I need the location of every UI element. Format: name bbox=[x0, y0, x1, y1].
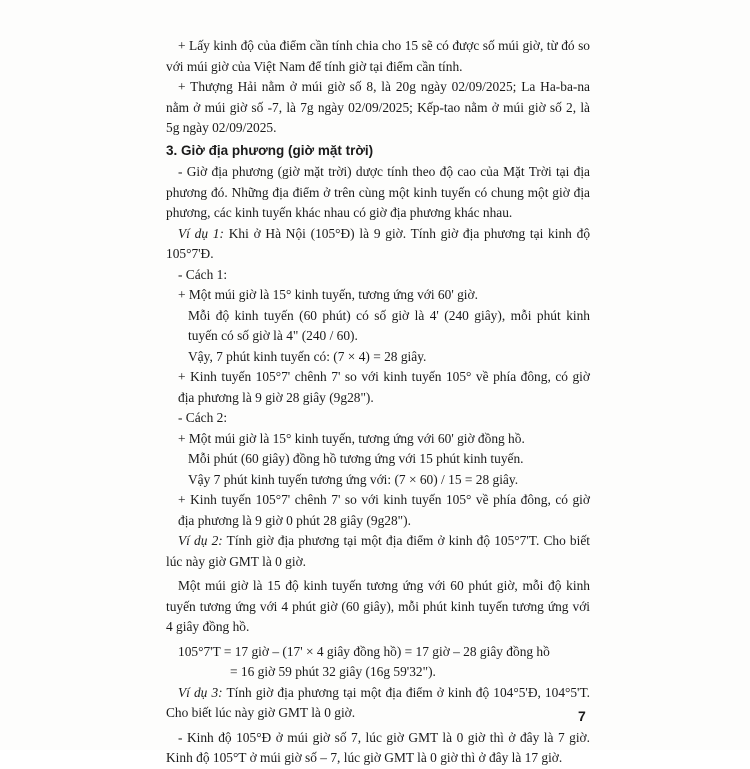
example-label: Ví dụ 2: bbox=[178, 533, 223, 548]
section-heading: 3. Giờ địa phương (giờ mặt trời) bbox=[166, 142, 374, 158]
paragraph: + Một múi giờ là 15° kinh tuyến, tương ứng với 60' giờ đồng hồ. bbox=[178, 430, 525, 446]
paragraph: Vậy 7 phút kinh tuyến tương ứng với: (7 × 60) / 15 = 28 giây. bbox=[188, 471, 519, 487]
example-label: Ví dụ 1: bbox=[178, 225, 224, 241]
paragraph: + Thượng Hải nằm ở múi giờ số 8, là 20g ngày 02/09/2025; La Ha-ba-na nằm ở múi giờ số -7, là 7g ngày 02/09/2025; Kếp-tao nằm ở múi giờ số 2, là 5g ngày 02/09/2025. bbox=[166, 79, 590, 135]
example-text: Khi ở Hà Nội (105°Đ) là 9 giờ. Tính giờ địa phương tại kinh độ 105°7'Đ. bbox=[166, 225, 591, 261]
example-label: Ví dụ 3: bbox=[178, 684, 223, 700]
paragraph: Một múi giờ là 15 độ kinh tuyến tương ứng với 60 phút giờ, mỗi độ kinh tuyến tương ứng với 4 phút giờ (60 giây), mỗi phút kinh tuyến tương ứng với 4 giây đồng hồ. bbox=[166, 578, 590, 634]
method-label: - Cách 2: bbox=[178, 410, 228, 425]
paragraph: - Kinh độ 105°Đ ở múi giờ số 7, lúc giờ GMT là 0 giờ thì ở đây là 7 giờ. Kinh độ 105°T ở múi giờ số – 7, lúc giờ GMT là 0 giờ thì ở đây là 17 giờ. bbox=[166, 729, 590, 765]
paragraph: + Một múi giờ là 15° kinh tuyến, tương ứng với 60' giờ. bbox=[178, 287, 478, 302]
page-content bbox=[166, 36, 590, 769]
paragraph: + Kinh tuyến 105°7' chênh 7' so với kinh tuyến 105° về phía đông, có giờ địa phương là 9 giờ 28 giây (9g28"). bbox=[178, 369, 590, 405]
paragraph: + Lấy kinh độ của điểm cần tính chia cho 15 sẽ có được số múi giờ, từ đó so với múi giờ của Việt Nam để tính giờ tại điểm cần tính. bbox=[166, 38, 590, 74]
example-text: Tính giờ địa phương tại một địa điểm ở kinh độ 104°5'Đ, 104°5'T. Cho biết lúc này giờ GMT là 0 giờ. bbox=[166, 684, 591, 720]
paragraph: Vậy, 7 phút kinh tuyến có: (7 × 4) = 28 giây. bbox=[188, 348, 427, 364]
paragraph: Mỗi phút (60 giây) đồng hồ tương ứng với 15 phút kinh tuyến. bbox=[188, 451, 524, 466]
page-number: 7 bbox=[578, 708, 586, 724]
example-3 bbox=[166, 683, 590, 724]
paragraph: Mỗi độ kinh tuyến (60 phút) có số giờ là 4' (240 giây), mỗi phút kinh tuyến có số giờ là 4" (240 / 60). bbox=[188, 307, 590, 343]
method-label: - Cách 1: bbox=[178, 266, 228, 282]
equation-line: 105°7'T = 17 giờ – (17' × 4 giây đồng hồ) = 17 giờ – 28 giây đồng hồ bbox=[178, 643, 550, 659]
paragraph: + Kinh tuyến 105°7' chênh 7' so với kinh tuyến 105° về phía đông, có giờ địa phương là 9 giờ 0 phút 28 giây (9g28"). bbox=[178, 492, 590, 528]
example-2 bbox=[166, 531, 590, 572]
paragraph: - Giờ địa phương (giờ mặt trời) dược tính theo độ cao của Mặt Trời tại địa phương đó. Những địa điểm ở trên cùng một kinh tuyến có chung một giờ địa phương, các kinh tuyến khác nhau có giờ địa phương khác nhau. bbox=[166, 164, 590, 220]
example-text: Tính giờ địa phương tại một địa điểm ở kinh độ 105°7'T. Cho biết lúc này giờ GMT là 0 giờ. bbox=[166, 533, 590, 569]
equation-line: = 16 giờ 59 phút 32 giây (16g 59'32"). bbox=[230, 664, 436, 679]
example-1 bbox=[166, 224, 590, 265]
